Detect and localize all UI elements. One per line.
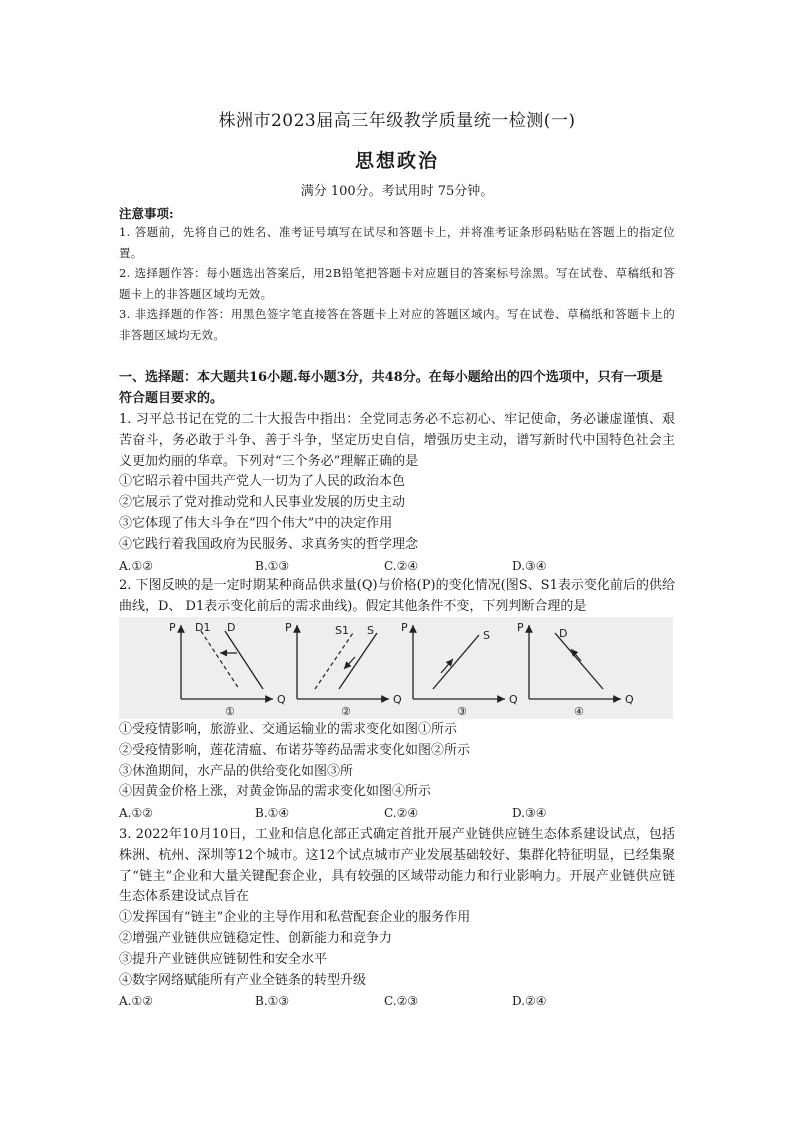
option-a: A.①② bbox=[119, 806, 153, 821]
statement: ②它展示了党对推动党和人民事业发展的历史主动 bbox=[119, 495, 406, 511]
axis-label-p: P bbox=[285, 621, 292, 634]
subject-title: 思想政治 bbox=[354, 150, 439, 172]
options-row bbox=[119, 991, 675, 1011]
curve-s1 bbox=[315, 633, 353, 689]
section-heading: 一、选择题：本大题共16小题.每小题3分，共48分。在每小题给出的四个选项中，只有一项是符合题目要求的。 bbox=[119, 370, 663, 406]
notice-item: 2. 选择题作答：每小题选出答案后，用2B铅笔把答题卡对应题目的答案标号涂黑。写在试卷、草稿纸和答题卡上的非答题区域均无效。 bbox=[119, 266, 675, 301]
panel-number: ④ bbox=[574, 705, 584, 718]
curve-label-s: S bbox=[367, 624, 374, 637]
statement: ③休渔期间，水产品的供给变化如图③所 bbox=[119, 763, 354, 779]
option-d: D.②④ bbox=[512, 994, 547, 1009]
curve-s bbox=[433, 635, 479, 689]
axis-label-q: Q bbox=[509, 693, 518, 706]
statement: ④它践行着我国政府为民服务、求真务实的哲学理念 bbox=[119, 536, 419, 552]
question-2-body bbox=[119, 720, 675, 823]
score-note: 满分 100分。考试用时 75分钟。 bbox=[300, 184, 494, 199]
axis-label-q: Q bbox=[625, 693, 634, 706]
question-stem: 2. 下图反映的是一定时期某种商品供求量(Q)与价格(P)的变化情况(图S、S1表示变化前后的供给曲线，D、 D1表示变化前后的需求曲线)。假定其他条件不变，下列判断合理的是 bbox=[119, 578, 675, 614]
curve-d bbox=[225, 631, 263, 689]
graph-panel-4 bbox=[517, 621, 634, 718]
exam-title: 株洲市2023届高三年级教学质量统一检测(一) bbox=[218, 111, 576, 131]
statement: ④因黄金价格上涨，对黄金饰品的需求变化如图④所示 bbox=[119, 784, 432, 800]
curve-label-s1: S1 bbox=[335, 624, 349, 637]
option-b: B.①③ bbox=[255, 994, 290, 1009]
option-b: B.①④ bbox=[255, 806, 290, 821]
options-row bbox=[119, 803, 675, 823]
graph-panel-1 bbox=[169, 621, 286, 718]
axis-label-q: Q bbox=[393, 693, 402, 706]
option-c: C.②④ bbox=[384, 558, 419, 573]
statement: ④数字网络赋能所有产业全链条的转型升级 bbox=[119, 972, 367, 988]
statement: ①受疫情影响，旅游业、交通运输业的需求变化如图①所示 bbox=[119, 722, 458, 737]
statement: ②受疫情影响，莲花清瘟、布诺芬等药品需求变化如图②所示 bbox=[119, 742, 471, 758]
notice-title: 注意事项: bbox=[119, 206, 174, 221]
notice-list bbox=[119, 222, 675, 346]
graph-panel-2 bbox=[285, 621, 402, 718]
options-row bbox=[119, 556, 675, 576]
option-c: C.②③ bbox=[384, 994, 419, 1009]
curve-d1 bbox=[201, 631, 239, 689]
curve-label-d: D bbox=[227, 621, 236, 634]
statement: ①它昭示着中国共产党人一切为了人民的政治本色 bbox=[119, 474, 406, 490]
panel-number: ② bbox=[341, 705, 351, 718]
panel-number: ① bbox=[225, 705, 235, 718]
axis-label-p: P bbox=[517, 621, 524, 634]
curve-label-d: D bbox=[559, 627, 568, 640]
notice-item: 1. 答题前，先将自己的姓名、准考证号填写在试尽和答题卡上，并将准考证条形码粘贴在答题上的指定位置。 bbox=[119, 225, 675, 260]
axis-label-p: P bbox=[401, 621, 408, 634]
notice-item: 3. 非选择题的作答：用黑色签字笔直接答在答题卡上对应的答题区域内。写在试卷、草稿纸和答题卡上的非答题区域均无效。 bbox=[119, 307, 675, 342]
graph-panel-3 bbox=[401, 621, 518, 718]
option-d: D.③④ bbox=[512, 806, 547, 821]
option-a: A.①② bbox=[119, 994, 153, 1009]
axis-label-q: Q bbox=[277, 693, 286, 706]
curve-s bbox=[339, 633, 377, 689]
panel-number: ③ bbox=[457, 705, 467, 718]
supply-demand-graphs bbox=[119, 617, 673, 719]
option-c: C.②④ bbox=[384, 806, 419, 821]
question-2-stem bbox=[119, 576, 675, 618]
option-a: A.①② bbox=[119, 558, 153, 573]
statement: ①发挥国有“链主”企业的主导作用和私营配套企业的服务作用 bbox=[119, 910, 471, 926]
option-b: B.①③ bbox=[255, 558, 290, 573]
statement: ③提升产业链供应链韧性和安全水平 bbox=[119, 951, 328, 967]
question-1 bbox=[119, 410, 675, 576]
question-3 bbox=[119, 825, 675, 1011]
statement: ②增强产业链供应链稳定性、创新能力和竞争力 bbox=[119, 930, 393, 946]
shift-arrow bbox=[441, 659, 453, 673]
axis-label-p: P bbox=[169, 621, 176, 634]
supply-demand-figure bbox=[119, 617, 673, 719]
question-stem: 1. 习平总书记在党的二十大报告中指出：全党同志务必不忘初心、牢记使命，务必谦虚谨慎、艰苦奋斗，务必敢于斗争、善于斗争，坚定历史自信，增强历史主动，谱写新时代中国特色社会主义更加灼丽的华章。下列对“三个务必”理解正确的是 bbox=[119, 412, 675, 469]
statement: ③它体现了伟大斗争在“四个伟大”中的决定作用 bbox=[119, 515, 393, 531]
curve-label-s: S bbox=[483, 629, 490, 642]
curve-d bbox=[555, 633, 603, 689]
option-d: D.③④ bbox=[512, 558, 547, 573]
shift-arrow bbox=[571, 649, 581, 661]
question-stem: 3. 2022年10月10日，工业和信息化部正式确定首批开展产业链供应链生态体系建设试点，包括株洲、杭州、深圳等12个城市。这12个试点城市产业发展基础较好、集群化特征明显，已经集聚了“链主”企业和大量关键配套企业，具有较强的区域带动能力和行业影响力。开展产业链供应链生态体系建设试点旨在 bbox=[119, 827, 675, 905]
curve-label-d1: D1 bbox=[195, 621, 211, 634]
